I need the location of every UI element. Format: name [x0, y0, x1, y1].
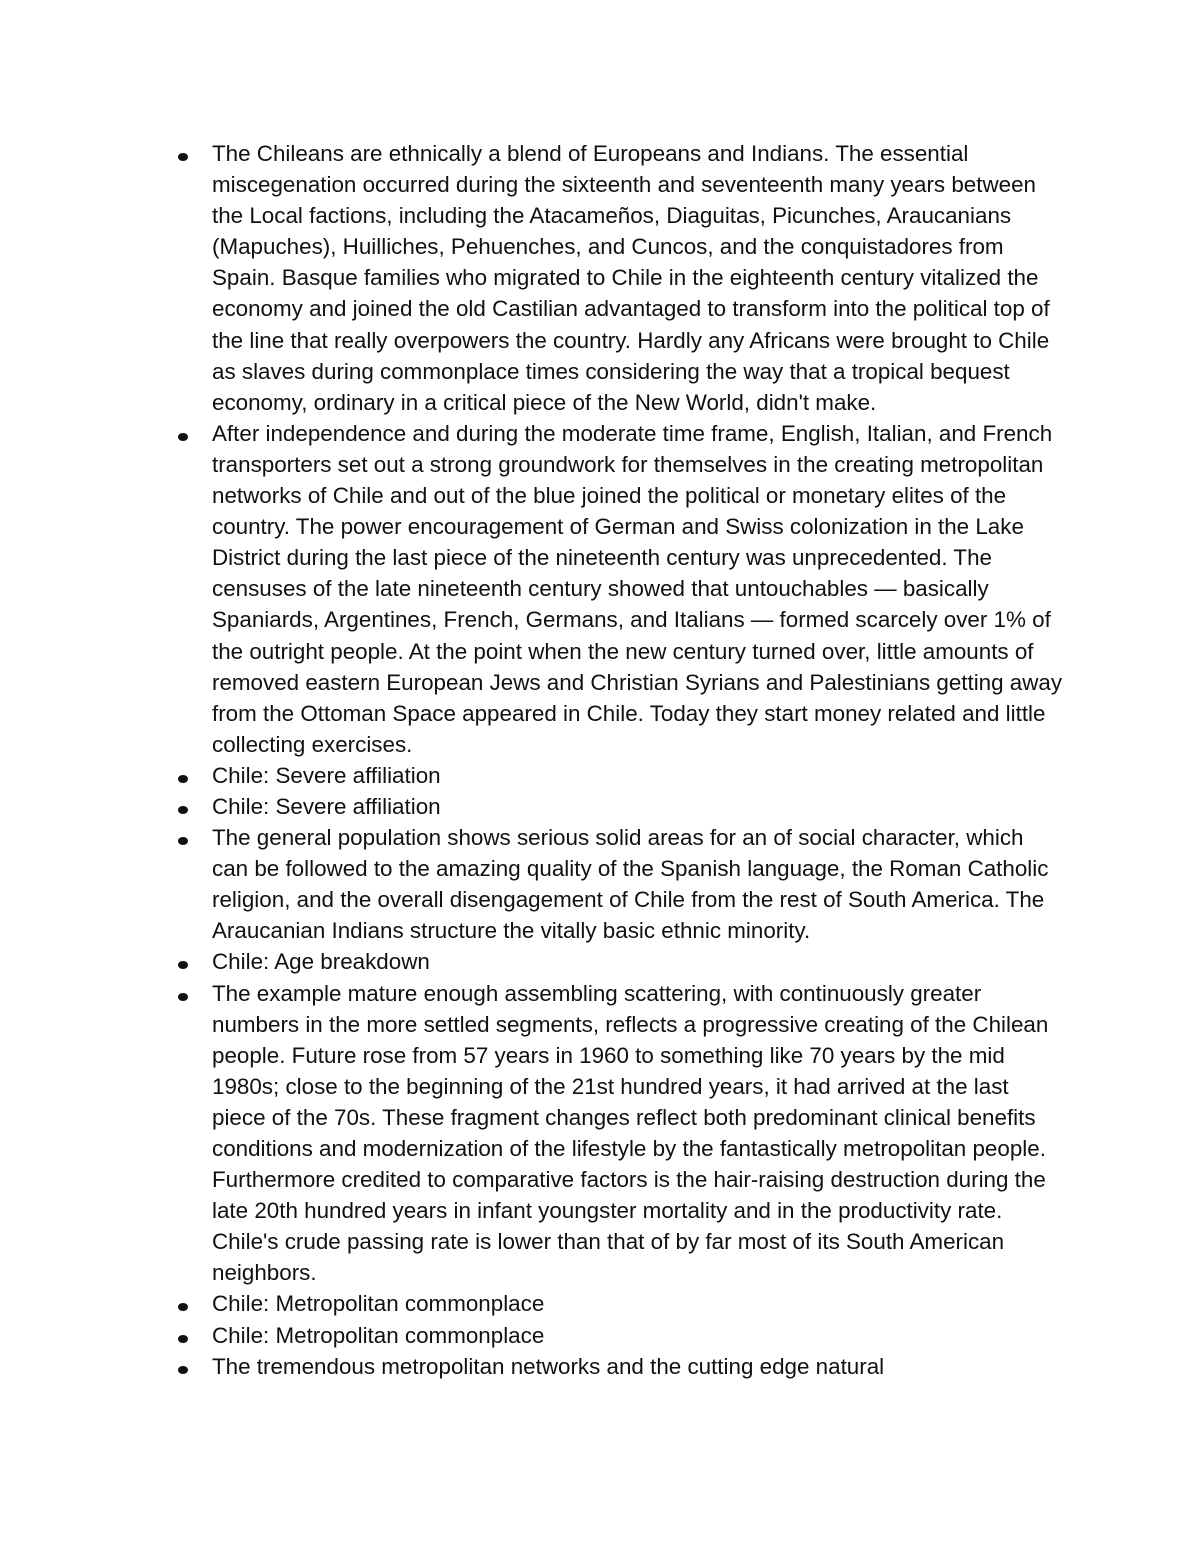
bullet-text: Chile: Severe affiliation	[212, 762, 441, 788]
bullet-icon	[178, 153, 188, 161]
bullet-icon	[178, 1366, 188, 1374]
bullet-icon	[178, 1303, 188, 1311]
list-item	[165, 1288, 1065, 1319]
bullet-icon	[178, 1335, 188, 1343]
bullet-icon	[178, 806, 188, 814]
list-item	[165, 822, 1065, 946]
list-item	[165, 946, 1065, 977]
bullet-text: Chile: Age breakdown	[212, 949, 430, 975]
list-item	[165, 1320, 1065, 1351]
bullet-icon	[178, 993, 188, 1001]
bullet-list	[165, 138, 1065, 1382]
bullet-text: The tremendous metropolitan networks and the cutting edge natural	[212, 1353, 885, 1379]
bullet-text: The general population shows serious solid areas for an of social character, which can be followed to the amazing quality of the Spanish language, the Roman Catholic religion, and the overall disengagement of Chile from the rest of South America. The Araucanian Indians structure the vitally basic ethnic minority.	[212, 825, 1049, 944]
list-item	[165, 760, 1065, 791]
list-item	[165, 978, 1065, 1289]
list-item	[165, 418, 1065, 760]
bullet-icon	[178, 433, 188, 441]
list-item	[165, 791, 1065, 822]
list-item	[165, 138, 1065, 418]
bullet-text: Chile: Severe affiliation	[212, 793, 441, 819]
bullet-text: Chile: Metropolitan commonplace	[212, 1322, 545, 1348]
bullet-text: Chile: Metropolitan commonplace	[212, 1291, 545, 1317]
list-item	[165, 1351, 1065, 1382]
bullet-icon	[178, 961, 188, 969]
bullet-icon	[178, 837, 188, 845]
bullet-icon	[178, 775, 188, 783]
bullet-text: The Chileans are ethnically a blend of Europeans and Indians. The essential miscegenation occurred during the sixteenth and seventeenth many years between the Local factions, including the Atacameños, Diaguitas, Picunches, Araucanians (Mapuches), Huilliches, Pehuenches, and Cuncos, and the conquistadores from Spain. Basque families who migrated to Chile in the eighteenth century vitalized the economy and joined the old Castilian advantaged to transform into the political top of the line that really overpowers the country. Hardly any Africans were brought to Chile as slaves during commonplace times considering the way that a tropical bequest economy, ordinary in a critical piece of the New World, didn't make.	[212, 141, 1050, 415]
bullet-text: After independence and during the moderate time frame, English, Italian, and French transporters set out a strong groundwork for themselves in the creating metropolitan networks of Chile and out of the blue joined the political or monetary elites of the country. The power encouragement of German and Swiss colonization in the Lake District during the last piece of the nineteenth century was unprecedented. The censuses of the late nineteenth century showed that untouchables — basically Spaniards, Argentines, French, Germans, and Italians — formed scarcely over 1% of the outright people. At the point when the new century turned over, little amounts of removed eastern European Jews and Christian Syrians and Palestinians getting away from the Ottoman Space appeared in Chile. Today they start money related and little collecting exercises.	[212, 420, 1063, 757]
bullet-text: The example mature enough assembling scattering, with continuously greater numbers in the more settled segments, reflects a progressive creating of the Chilean people. Future rose from 57 years in 1960 to something like 70 years by the mid 1980s; close to the beginning of the 21st hundred years, it had arrived at the last piece of the 70s. These fragment changes reflect both predominant clinical benefits conditions and modernization of the lifestyle by the fantastically metropolitan people. Furthermore credited to comparative factors is the hair-raising destruction during the late 20th hundred years in infant youngster mortality and in the productivity rate. Chile's crude passing rate is lower than that of by far most of its South American neighbors.	[212, 980, 1049, 1286]
